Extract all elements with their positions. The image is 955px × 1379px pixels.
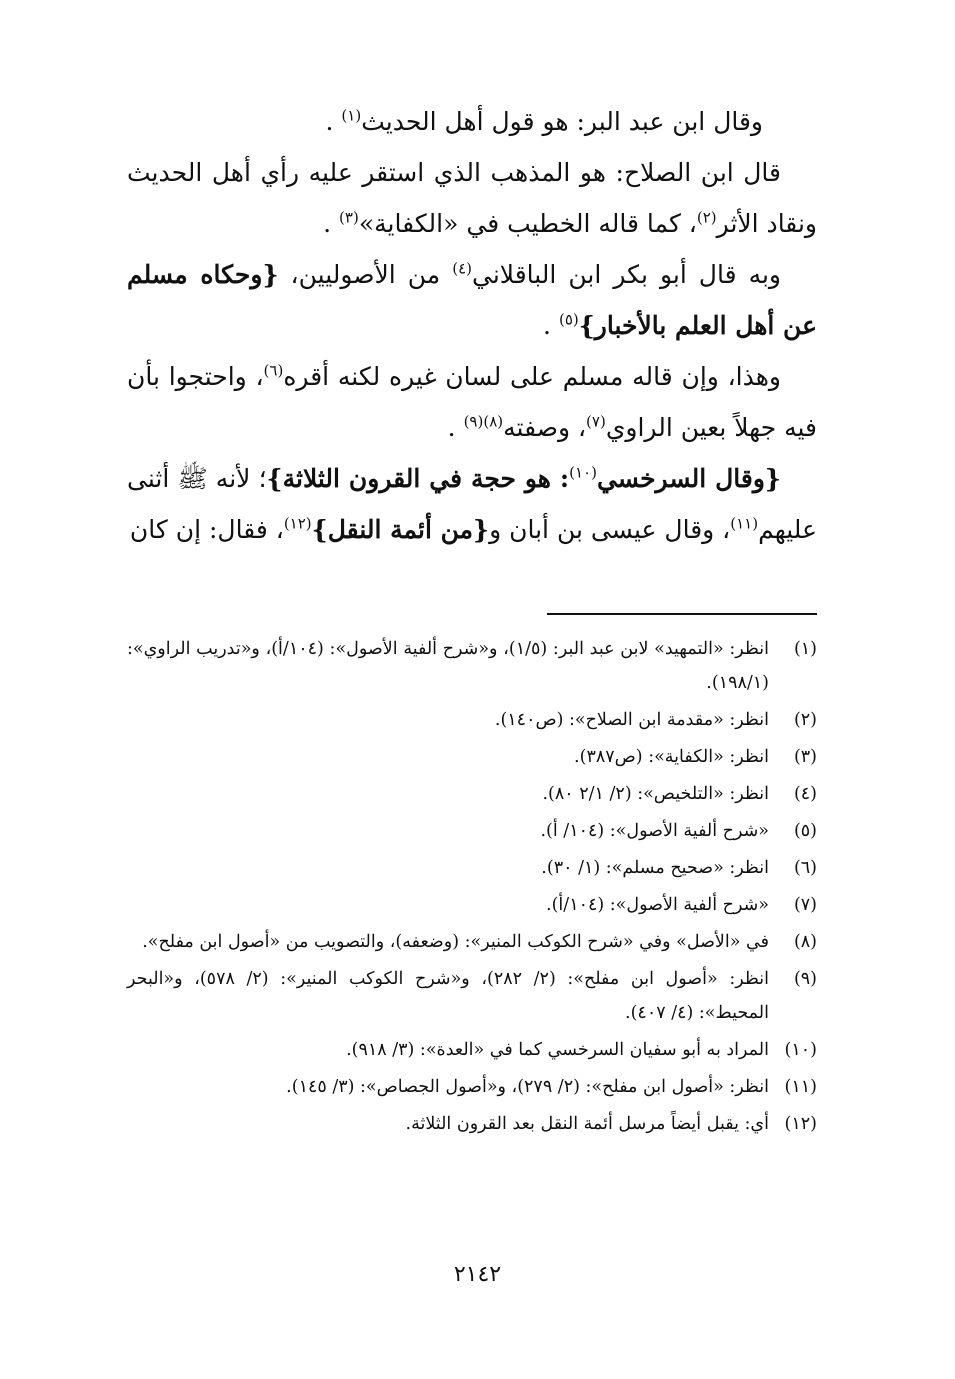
footnote-number: (١٢) [784,1114,817,1134]
bold-phrase: {وقال السرخسي [596,464,781,493]
footnote-ref[interactable]: (٣) [339,208,359,227]
footnote-number: (١٠) [784,1040,817,1060]
paragraph-2: قال ابن الصلاح: هو المذهب الذي استقر عليه رأي أهل الحديث ونقاد الأثر$^{(٢)}$، كما قاله الخطيب في «الكفاية»$^{(٣)}$ . [127,158,817,238]
footnote-ref[interactable]: (١٠) [569,463,597,482]
footnote-text: «شرح ألفية الأصول»: (١٠٤/أ). [546,895,769,915]
footnote-ref[interactable]: (٢) [696,208,717,227]
footnote-ref[interactable]: (١) [341,106,362,125]
footnote-text: انظر: «أصول ابن مفلح»: (٢/ ٢٨٢)، و«شرح الكوكب المنير»: (٢/ ٥٧٨)، و«البحر المحيط»: (٤/ ٤٠٧). [127,969,769,1023]
footnote-item [127,632,817,700]
footnote-number: (٤) [793,784,817,804]
footnote-number: (٥) [793,821,817,841]
footnote-number: (٢) [793,710,817,730]
footnote-text: المراد به أبو سفيان السرخسي كما في «العدة»: (٣/ ٩١٨). [346,1040,769,1060]
footnote-ref[interactable]: (٨)(٩) [463,412,504,431]
footnote-item [127,703,817,737]
footnote-ref[interactable]: (١١) [730,514,759,533]
footnote-number: (٨) [793,932,817,952]
paragraph-5: {وقال السرخسي$^{(١٠)}$: هو حجة في القرون الثلاثة}؛ لأنه ﷺ أثنى عليهم$^{(١١)}$، وقال عيسى بن أبان و{من أئمة النقل}$^{(١٢)}$، فقال: إن كان [127,463,817,544]
footnote-text: انظر: «صحيح مسلم»: (١/ ٣٠). [541,858,769,878]
footnote-item [127,925,817,959]
footnote-text: انظر: «الكفاية»: (ص٣٨٧). [574,747,769,767]
footnote-number: (٧) [793,895,817,915]
paragraph-3: وبه قال أبو بكر ابن الباقلاني$^{(٤)}$ من الأصوليين، {وحكاه مسلم عن أهل العلم بالأخبار}$^{(٥)}$ . [127,259,817,340]
footnote-text: انظر: «التمهيد» لابن عبد البر: (١/٥)، و«شرح ألفية الأصول»: (١٠٤/أ)، و«تدريب الراوي»: (١٩٨/١). [127,639,769,693]
footnote-text: انظر: «أصول ابن مفلح»: (٢/ ٢٧٩)، و«أصول الجصاص»: (٣/ ١٤٥). [286,1077,769,1097]
footnote-ref[interactable]: (٦) [263,361,284,380]
footnote-text: أي: يقبل أيضاً مرسل أئمة النقل بعد القرون الثلاثة. [405,1114,769,1134]
footnote-ref[interactable]: (١٢) [283,514,312,533]
footnote-text: انظر: «مقدمة ابن الصلاح»: (ص١٤٠). [494,710,769,730]
footnote-ref[interactable]: (٥) [558,310,579,329]
footnote-item [127,1107,817,1141]
footnote-ref[interactable]: (٤) [452,259,472,278]
footnote-ref[interactable]: (٧) [586,412,606,431]
footnote-item [127,777,817,811]
footnote-item [127,1033,817,1067]
footnote-number: (٦) [793,858,817,878]
bold-phrase: : هو حجة في القرون الثلاثة} [266,464,570,493]
footnote-item [127,851,817,885]
footnote-item [127,1070,817,1104]
footnote-divider [547,613,817,615]
paragraph-4: وهذا، وإن قاله مسلم على لسان غيره لكنه أقره$^{(٦)}$، واحتجوا بأن فيه جهلاً بعين الراوي$^{(٧)}$، وصفته$^{(٨)(٩)}$ . [127,361,817,442]
footnote-number: (٣) [793,747,817,767]
footnote-number: (١) [793,639,817,659]
footnote-item [127,740,817,774]
page-number: ٢١٤٢ [453,1262,502,1287]
footnote-item [127,962,817,1030]
main-text [127,96,817,555]
footnote-item [127,888,817,922]
footnote-number: (٩) [793,969,817,989]
footnote-text: في «الأصل» وفي «شرح الكوكب المنير»: (وضعفه)، والتصويب من «أصول ابن مفلح». [142,932,769,952]
paragraph-1: وقال ابن عبد البر: هو قول أهل الحديث$^{(١)}$ . [325,106,763,136]
footnote-item [127,814,817,848]
footnote-text: «شرح ألفية الأصول»: (١٠٤/ أ). [540,821,769,841]
footnote-number: (١١) [784,1077,817,1097]
bold-phrase: {من أئمة النقل} [311,515,490,544]
footnote-text: انظر: «التلخيص»: (٢/ ٢/١ ٨٠). [542,784,769,804]
bold-phrase: {وحكاه مسلم عن أهل العلم بالأخبار} [127,260,817,340]
footnotes [127,632,817,1144]
